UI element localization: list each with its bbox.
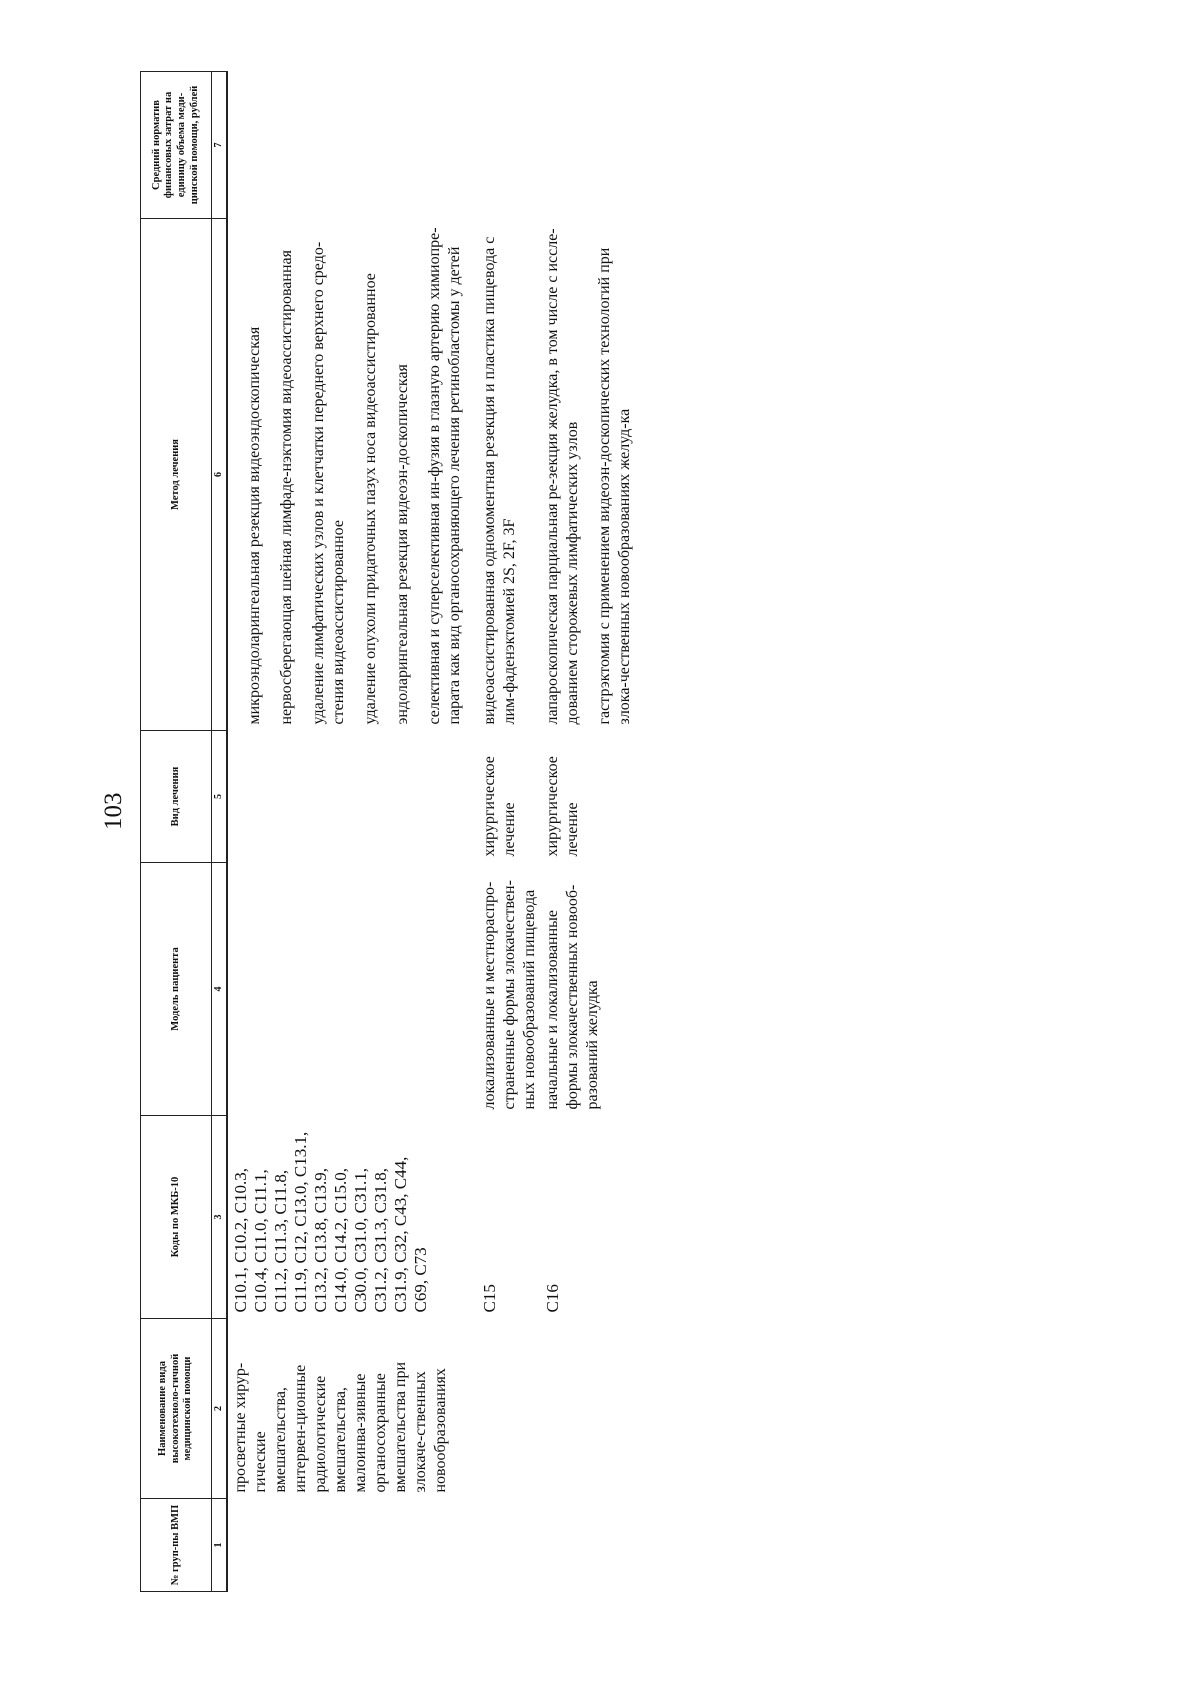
page-number: 103 [100, 792, 127, 830]
cost-cell [540, 72, 647, 219]
icd-codes-cell: C16 [543, 1284, 562, 1313]
cost-cell [227, 72, 477, 219]
header-number: 7 [212, 72, 228, 219]
header-number: 1 [212, 1499, 228, 1592]
header-number: 5 [212, 731, 228, 863]
method-item: эндоларингеальная резекция видеоэн-доскопическая [394, 364, 411, 725]
patient-model-cell: локализованные и местнораспро-страненные формы злокачествен-ных новообразований пищевода [481, 880, 538, 1110]
header-treatment-method: Метод лечения [141, 219, 212, 731]
treatment-method-cell [477, 219, 540, 731]
vmp-table [140, 71, 647, 1592]
header-vmp-name: Наименование вида высокотехноло-гичной медицинской помощи [141, 1319, 212, 1499]
header-number: 2 [212, 1319, 228, 1499]
header-row [141, 72, 212, 1592]
method-item: видеоассистированная одномоментная резекция и пластика пищевода с лим-фаденэктомией 2S, 2F, 3F [481, 236, 518, 725]
method-item: лапароскопическая парциальная ре-зекция желудка, в том числе с иссле-дованием сторожевых лимфатических узлов [544, 228, 581, 725]
method-item: микроэндоларингеальная резекция видеоэндоскопическая [246, 326, 263, 725]
header-number: 6 [212, 219, 228, 731]
group-number-cell [227, 1499, 477, 1592]
vmp-name-cell [540, 1319, 647, 1499]
rotated-table-page [140, 72, 1200, 1592]
treatment-type-cell: хирургическое лечение [481, 756, 518, 857]
header-cost-standard: Средний норматив финансовых затрат на единицу объема меди-цинской помощи, рублей [141, 72, 212, 219]
vmp-name-cell [477, 1319, 540, 1499]
header-number: 3 [212, 1116, 228, 1319]
header-treatment-type: Вид лечения [141, 731, 212, 863]
icd-codes-cell: C10.1, C10.2, C10.3, C10.4, C11.0, C11.1, C11.2, C11.3, C11.8, C11.9, C12, C13.0, C13.1, C13.2, C13.8, C13.9, C14.0, C14.2, C15.0, C30.0, C31.0, C31.1, C31.2, C31.3, C31.8, C31.9, C32, C43, C44, C69, C73 [231, 1131, 430, 1313]
treatment-type-cell [227, 731, 477, 863]
method-item: удаление опухоли придаточных пазух носа видеоассистированное [362, 273, 379, 725]
method-item: удаление лимфатических узлов и клетчатки переднего верхнего средо-стения видеоассистированное [310, 241, 347, 725]
group-number-cell [477, 1499, 540, 1592]
header-number-row [212, 72, 228, 1592]
patient-model-cell [227, 863, 477, 1116]
cost-cell [477, 72, 540, 219]
header-number: 4 [212, 863, 228, 1116]
method-item: нервосберегающая шейная лимфаде-нэктомия видеоассистированная [278, 250, 295, 725]
method-item: селективная и суперселективная ин-фузия в глазную артерию химиопре-парата как вид органосохраняющего лечения ретинобластомы у детей [426, 227, 463, 725]
group-number-cell [540, 1499, 647, 1592]
table-row [477, 72, 540, 1592]
method-item: гастрэктомия с применением видеоэн-доскопических технологий при злока-чественных новообразованиях желуд-ка [596, 247, 633, 725]
table-row [540, 72, 647, 1592]
table-row [227, 72, 477, 1592]
patient-model-cell: начальные и локализованные формы злокачественных новооб-разований желудка [544, 884, 601, 1110]
treatment-type-cell: хирургическое лечение [544, 756, 581, 857]
header-group-number: № груп-пы ВМП [141, 1499, 212, 1592]
header-icd-codes: Коды по МКБ-10 [141, 1116, 212, 1319]
treatment-method-cell [227, 219, 477, 731]
treatment-method-cell [540, 219, 647, 731]
header-patient-model: Модель пациента [141, 863, 212, 1116]
vmp-name-cell: просветные хирур-гические вмешательства, интервен-ционные радиологические вмешательства, малоинва-зивные органосохранные вмешательства при злокаче-ственных новообразованиях [232, 1361, 449, 1493]
icd-codes-cell: C15 [480, 1284, 499, 1313]
